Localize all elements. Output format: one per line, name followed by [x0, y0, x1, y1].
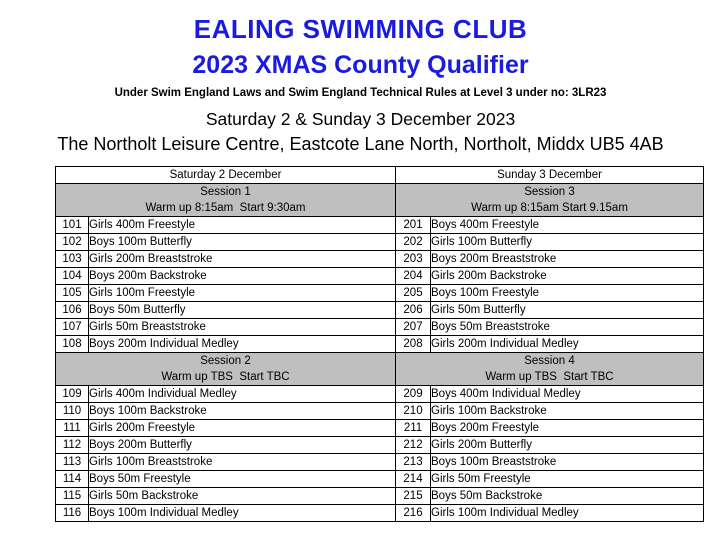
event-number-cell: 203: [396, 251, 431, 268]
event-name-cell: Boys 400m Individual Medley: [431, 386, 704, 403]
event-name-cell: Girls 100m Individual Medley: [431, 505, 704, 522]
session-title: Session 1: [200, 186, 251, 198]
event-number-cell: 216: [396, 505, 431, 522]
event-name-cell: Boys 200m Individual Medley: [89, 336, 396, 353]
event-name-cell: Girls 50m Butterfly: [431, 302, 704, 319]
event-number-cell: 215: [396, 488, 431, 505]
event-row: [56, 471, 704, 488]
session-title: Session 3: [524, 186, 575, 198]
event-number-cell: 201: [396, 217, 431, 234]
event-name-cell: Girls 100m Freestyle: [89, 285, 396, 302]
event-row: [56, 505, 704, 522]
schedule-table-body: [56, 167, 704, 522]
event-row: [56, 403, 704, 420]
event-number-cell: 206: [396, 302, 431, 319]
event-name-cell: Girls 200m Butterfly: [431, 437, 704, 454]
day-header-cell: Saturday 2 December: [56, 167, 396, 184]
event-number-cell: 106: [56, 302, 89, 319]
event-number-cell: 111: [56, 420, 89, 437]
session-header-row: [56, 184, 704, 217]
event-name-cell: Girls 200m Freestyle: [89, 420, 396, 437]
event-number-cell: 210: [396, 403, 431, 420]
session-title: Session 4: [524, 355, 575, 367]
event-row: [56, 454, 704, 471]
event-number-cell: 213: [396, 454, 431, 471]
session-warmup: Warm up TBS Start TBC: [485, 371, 614, 383]
event-number-cell: 110: [56, 403, 89, 420]
session-header-cell: [56, 184, 396, 217]
session-header-cell: [56, 353, 396, 386]
dates-line: Saturday 2 & Sunday 3 December 2023: [205, 109, 516, 129]
event-name-cell: Girls 400m Freestyle: [89, 217, 396, 234]
event-number-cell: 112: [56, 437, 89, 454]
event-row: [56, 420, 704, 437]
event-row: [56, 437, 704, 454]
event-name-cell: Boys 50m Butterfly: [89, 302, 396, 319]
event-name-cell: Boys 400m Freestyle: [431, 217, 704, 234]
event-name-cell: Boys 50m Backstroke: [431, 488, 704, 505]
event-row: [56, 336, 704, 353]
event-row: [56, 217, 704, 234]
event-number-cell: 109: [56, 386, 89, 403]
event-name-cell: Boys 100m Breaststroke: [431, 454, 704, 471]
event-number-cell: 211: [396, 420, 431, 437]
license-line: Under Swim England Laws and Swim England Technical Rules at Level 3 under no: 3LR23: [114, 87, 607, 99]
event-name-cell: Boys 100m Backstroke: [89, 403, 396, 420]
event-name-cell: Boys 100m Butterfly: [89, 234, 396, 251]
event-number-cell: 108: [56, 336, 89, 353]
event-row: [56, 488, 704, 505]
event-number-cell: 212: [396, 437, 431, 454]
event-number-cell: 104: [56, 268, 89, 285]
event-name-cell: Girls 200m Individual Medley: [431, 336, 704, 353]
day-header-row: [56, 167, 704, 184]
event-name-cell: Girls 400m Individual Medley: [89, 386, 396, 403]
event-number-cell: 209: [396, 386, 431, 403]
event-row: [56, 319, 704, 336]
session-warmup: Warm up 8:15am Start 9.15am: [471, 202, 628, 214]
session-header-cell: [396, 353, 704, 386]
event-name-cell: Boys 50m Breaststroke: [431, 319, 704, 336]
event-number-cell: 107: [56, 319, 89, 336]
event-name-cell: Boys 50m Freestyle: [89, 471, 396, 488]
venue-line: The Northolt Leisure Centre, Eastcote Lane North, Northolt, Middx UB5 4AB: [57, 134, 664, 154]
session-header-row: [56, 353, 704, 386]
event-row: [56, 251, 704, 268]
event-name-cell: Girls 50m Freestyle: [431, 471, 704, 488]
event-name-cell: Boys 200m Freestyle: [431, 420, 704, 437]
event-number-cell: 114: [56, 471, 89, 488]
session-header-cell: [396, 184, 704, 217]
event-row: [56, 234, 704, 251]
session-warmup: Warm up TBS Start TBC: [161, 371, 290, 383]
event-name-cell: Boys 100m Freestyle: [431, 285, 704, 302]
event-row: [56, 386, 704, 403]
schedule-table: [55, 166, 704, 522]
event-name-cell: Girls 200m Breaststroke: [89, 251, 396, 268]
event-row: [56, 302, 704, 319]
event-number-cell: 116: [56, 505, 89, 522]
event-name-cell: Boys 200m Backstroke: [89, 268, 396, 285]
event-number-cell: 105: [56, 285, 89, 302]
event-name-cell: Girls 100m Breaststroke: [89, 454, 396, 471]
event-name-cell: Girls 100m Backstroke: [431, 403, 704, 420]
event-name-cell: Girls 50m Backstroke: [89, 488, 396, 505]
event-number-cell: 202: [396, 234, 431, 251]
event-name-cell: Boys 100m Individual Medley: [89, 505, 396, 522]
event-row: [56, 268, 704, 285]
event-number-cell: 214: [396, 471, 431, 488]
club-name-title: EALING SWIMMING CLUB: [193, 14, 528, 44]
event-number-cell: 113: [56, 454, 89, 471]
meet-title: 2023 XMAS County Qualifier: [192, 51, 529, 79]
event-number-cell: 101: [56, 217, 89, 234]
event-number-cell: 207: [396, 319, 431, 336]
event-row: [56, 285, 704, 302]
event-name-cell: Girls 50m Breaststroke: [89, 319, 396, 336]
event-number-cell: 103: [56, 251, 89, 268]
event-number-cell: 205: [396, 285, 431, 302]
event-number-cell: 208: [396, 336, 431, 353]
event-name-cell: Girls 200m Backstroke: [431, 268, 704, 285]
event-number-cell: 204: [396, 268, 431, 285]
event-number-cell: 115: [56, 488, 89, 505]
session-warmup: Warm up 8:15am Start 9:30am: [145, 202, 306, 214]
meet-program-page: [0, 14, 721, 547]
day-header-cell: Sunday 3 December: [396, 167, 704, 184]
event-name-cell: Girls 100m Butterfly: [431, 234, 704, 251]
event-number-cell: 102: [56, 234, 89, 251]
session-title: Session 2: [200, 355, 251, 367]
event-name-cell: Boys 200m Breaststroke: [431, 251, 704, 268]
event-name-cell: Boys 200m Butterfly: [89, 437, 396, 454]
